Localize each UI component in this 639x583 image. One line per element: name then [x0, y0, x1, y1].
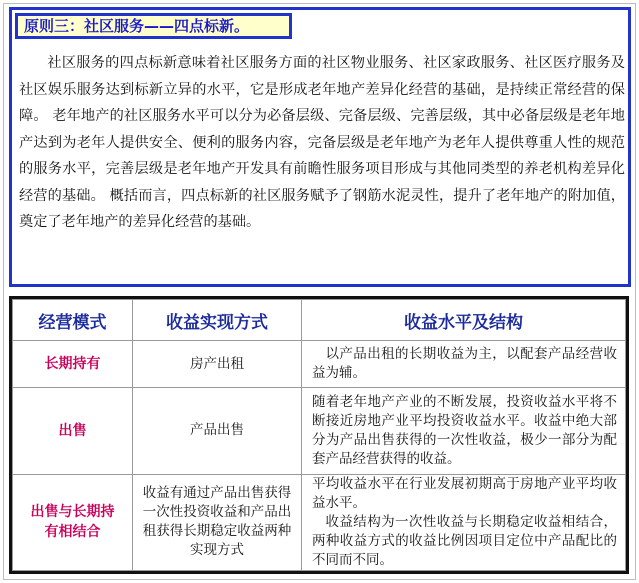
method-cell: 产品出售 [133, 388, 302, 474]
table-row [13, 388, 626, 474]
level-text: 以产品出租的长期收益为主，以配套产品经营收益为辅。 [312, 346, 617, 382]
level-cell [302, 341, 626, 388]
mode-cell: 出售 [13, 388, 133, 474]
level-text: 收益结构为一次性收益与长期稳定收益相结合，两种收益方式的收益比例因项目定位中产品配比的不同而不同。 [312, 513, 617, 568]
method-cell: 房产出租 [133, 341, 302, 388]
mode-cell: 长期持有 [13, 341, 133, 388]
table-row [13, 341, 626, 388]
method-cell: 收益有通过产品出售获得一次性投资收益和产品出租获得长期稳定收益两种实现方式 [133, 474, 302, 570]
table-row [13, 474, 626, 570]
principle-title: 原则三：社区服务——四点标新。 [15, 13, 292, 39]
header-mode: 经营模式 [13, 300, 133, 341]
level-cell [302, 388, 626, 474]
principle-box [9, 7, 631, 287]
header-method: 收益实现方式 [133, 300, 302, 341]
principle-paragraph: 社区服务的四点标新意味着社区服务方面的社区物业服务、社区家政服务、社区医疗服务及社区娱乐服务达到标新立异的水平，它是形成老年地产差异化经营的基础，是持续正常经营的保障。 老年地产的社区服务水平可以分为必备层级、完备层级、完善层级，其中必备层级是老年地产达到为老年人提供安全、便利的服务内容，完备层级是老年地产为老年人提供尊重人性的规范的服务水平，完善层级是老年地产开发具有前瞻性服务项目形成与其他同类型的养老机构差异化经营的基础。 概括而言，四点标新的社区服务赋予了钢筋水泥灵性，提升了老年地产的附加值，奠定了老年地产的差异化经营的基础。 [19, 55, 625, 230]
level-text: 平均收益水平在行业发展初期高于房地产业平均收益水平。 [312, 475, 617, 511]
table-header-row [13, 300, 626, 341]
business-model-table [9, 296, 629, 574]
header-level: 收益水平及结构 [302, 300, 626, 341]
level-cell [302, 474, 626, 570]
level-text: 随着老年地产产业的不断发展，投资收益水平将不断接近房地产业平均投资收益水平。收益中绝大部分为产品出售获得的一次性收益，极少一部分为配套产品经营获得的收益。 [312, 393, 617, 467]
mode-cell: 出售与长期持有相结合 [13, 474, 133, 570]
